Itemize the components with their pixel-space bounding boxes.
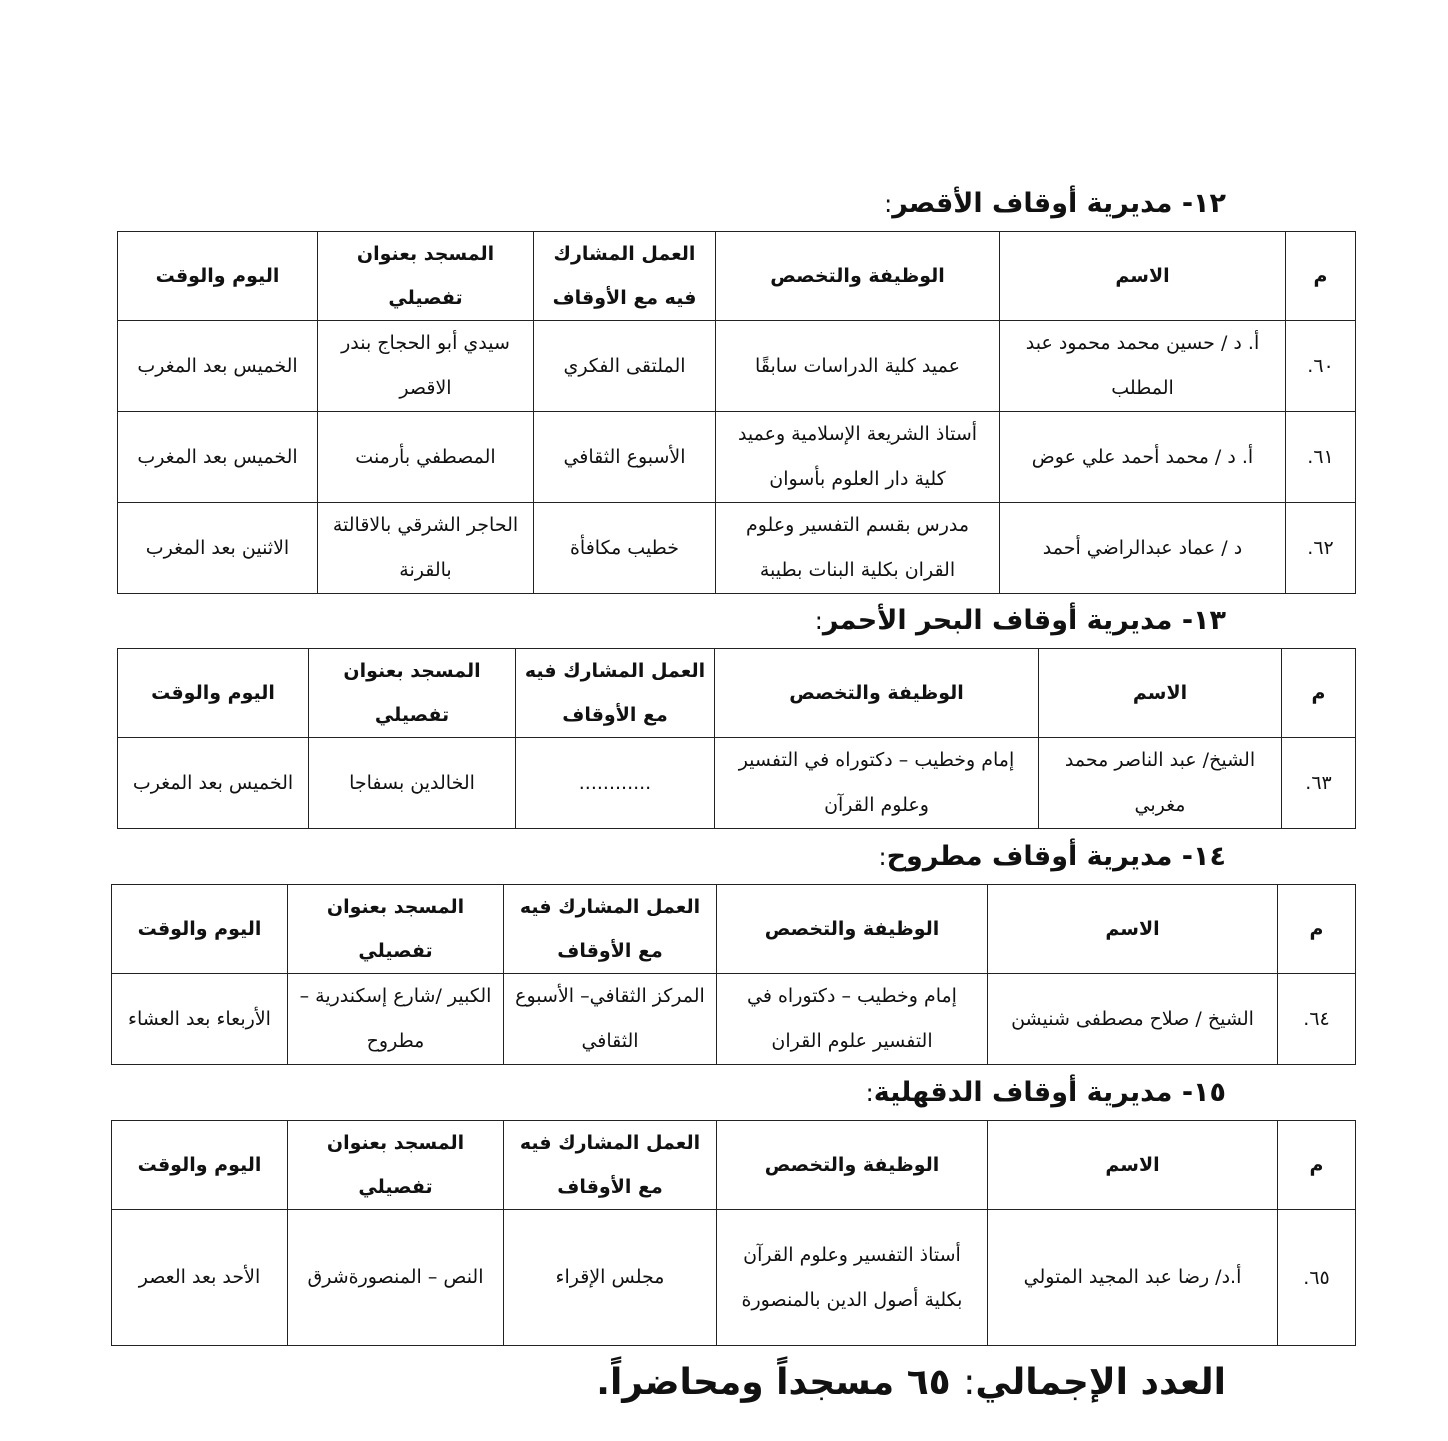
row-day: الاثنين بعد المغرب [118, 503, 318, 594]
section-title-14 [878, 841, 1226, 872]
section-title-text: ١٥- مديرية أوقاف الدقهلية [873, 1077, 1226, 1108]
row-mosque: الخالدين بسفاجا [309, 738, 516, 829]
row-mosque: المصطفي بأرمنت [318, 412, 534, 503]
row-day: الخميس بعد المغرب [118, 738, 309, 829]
row-day: الخميس بعد المغرب [118, 321, 318, 412]
row-job: أستاذ التفسير وعلوم القرآن بكلية أصول الدين بالمنصورة [717, 1210, 988, 1346]
col-header-day: اليوم والوقت [118, 649, 309, 738]
section-title-text: ١٣- مديرية أوقاف البحر الأحمر [822, 605, 1226, 636]
section-title-text: ١٤- مديرية أوقاف مطروح [886, 841, 1226, 872]
col-header-num: م [1278, 885, 1356, 974]
section-title-12 [884, 188, 1226, 219]
col-header-job: الوظيفة والتخصص [717, 1121, 988, 1210]
total-label: العدد الإجمالي [975, 1362, 1226, 1403]
col-header-work: العمل المشارك فيه مع الأوقاف [504, 1121, 717, 1210]
row-num: ٦٤. [1278, 974, 1356, 1065]
section-title-15 [866, 1077, 1226, 1108]
row-name: الشيخ / صلاح مصطفى شنيشن [988, 974, 1278, 1065]
table-row [118, 738, 1356, 829]
row-work: المركز الثقافي– الأسبوع الثقافي [504, 974, 717, 1065]
col-header-num: م [1278, 1121, 1356, 1210]
table-red-sea [117, 648, 1356, 829]
table-header-row [112, 885, 1356, 974]
col-header-job: الوظيفة والتخصص [716, 232, 1000, 321]
table-header-row [112, 1121, 1356, 1210]
col-header-name: الاسم [1000, 232, 1286, 321]
row-day: الأحد بعد العصر [112, 1210, 288, 1346]
section-title-colon: : [814, 607, 823, 635]
col-header-mosque: المسجد بعنوان تفصيلي [318, 232, 534, 321]
table-row [118, 321, 1356, 412]
row-name: أ.د/ رضا عبد المجيد المتولي [988, 1210, 1278, 1346]
row-work: خطيب مكافأة [534, 503, 716, 594]
row-day: الخميس بعد المغرب [118, 412, 318, 503]
row-work: الأسبوع الثقافي [534, 412, 716, 503]
row-job: إمام وخطيب – دكتوراه في التفسير وعلوم القرآن [715, 738, 1039, 829]
row-work: ............ [516, 738, 715, 829]
col-header-name: الاسم [988, 1121, 1278, 1210]
row-mosque: النص – المنصورةشرق [288, 1210, 504, 1346]
row-num: ٦٢. [1286, 503, 1356, 594]
col-header-day: اليوم والوقت [118, 232, 318, 321]
section-title-colon: : [884, 190, 893, 218]
row-day: الأربعاء بعد العشاء [112, 974, 288, 1065]
section-title-colon: : [878, 843, 887, 871]
col-header-name: الاسم [1039, 649, 1282, 738]
col-header-mosque: المسجد بعنوان تفصيلي [309, 649, 516, 738]
row-work: الملتقى الفكري [534, 321, 716, 412]
row-name: أ. د / حسين محمد محمود عبد المطلب [1000, 321, 1286, 412]
col-header-day: اليوم والوقت [112, 885, 288, 974]
table-header-row [118, 649, 1356, 738]
row-num: ٦٠. [1286, 321, 1356, 412]
table-row [112, 1210, 1356, 1346]
section-title-text: ١٢- مديرية أوقاف الأقصر [892, 188, 1226, 219]
col-header-work: العمل المشارك فيه مع الأوقاف [504, 885, 717, 974]
col-header-job: الوظيفة والتخصص [715, 649, 1039, 738]
total-colon: : [963, 1362, 976, 1403]
section-title-13 [815, 605, 1226, 636]
table-luxor [117, 231, 1356, 594]
row-mosque: الكبير /شارع إسكندرية –مطروح [288, 974, 504, 1065]
row-job: أستاذ الشريعة الإسلامية وعميد كلية دار العلوم بأسوان [716, 412, 1000, 503]
row-work: مجلس الإقراء [504, 1210, 717, 1346]
row-job: عميد كلية الدراسات سابقًا [716, 321, 1000, 412]
row-name: د / عماد عبدالراضي أحمد [1000, 503, 1286, 594]
total-count [596, 1362, 1226, 1403]
total-value: ٦٥ مسجداً ومحاضراً. [596, 1362, 951, 1403]
row-num: ٦١. [1286, 412, 1356, 503]
row-num: ٦٣. [1282, 738, 1356, 829]
row-mosque: الحاجر الشرقي بالاقالتة بالقرنة [318, 503, 534, 594]
col-header-num: م [1286, 232, 1356, 321]
table-dakahlia [111, 1120, 1356, 1346]
table-header-row [118, 232, 1356, 321]
row-name: أ. د / محمد أحمد علي عوض [1000, 412, 1286, 503]
row-num: ٦٥. [1278, 1210, 1356, 1346]
row-job: إمام وخطيب – دكتوراه في التفسير علوم القران [717, 974, 988, 1065]
col-header-mosque: المسجد بعنوان تفصيلي [288, 1121, 504, 1210]
table-row [118, 503, 1356, 594]
col-header-mosque: المسجد بعنوان تفصيلي [288, 885, 504, 974]
col-header-job: الوظيفة والتخصص [717, 885, 988, 974]
section-title-colon: : [865, 1079, 874, 1107]
col-header-name: الاسم [988, 885, 1278, 974]
row-job: مدرس بقسم التفسير وعلوم القران بكلية البنات بطيبة [716, 503, 1000, 594]
col-header-day: اليوم والوقت [112, 1121, 288, 1210]
row-mosque: سيدي أبو الحجاج بندر الاقصر [318, 321, 534, 412]
table-matrouh [111, 884, 1356, 1065]
table-row [118, 412, 1356, 503]
table-row [112, 974, 1356, 1065]
row-name: الشيخ/ عبد الناصر محمد مغربي [1039, 738, 1282, 829]
col-header-work: العمل المشارك فيه مع الأوقاف [534, 232, 716, 321]
col-header-num: م [1282, 649, 1356, 738]
col-header-work: العمل المشارك فيه مع الأوقاف [516, 649, 715, 738]
